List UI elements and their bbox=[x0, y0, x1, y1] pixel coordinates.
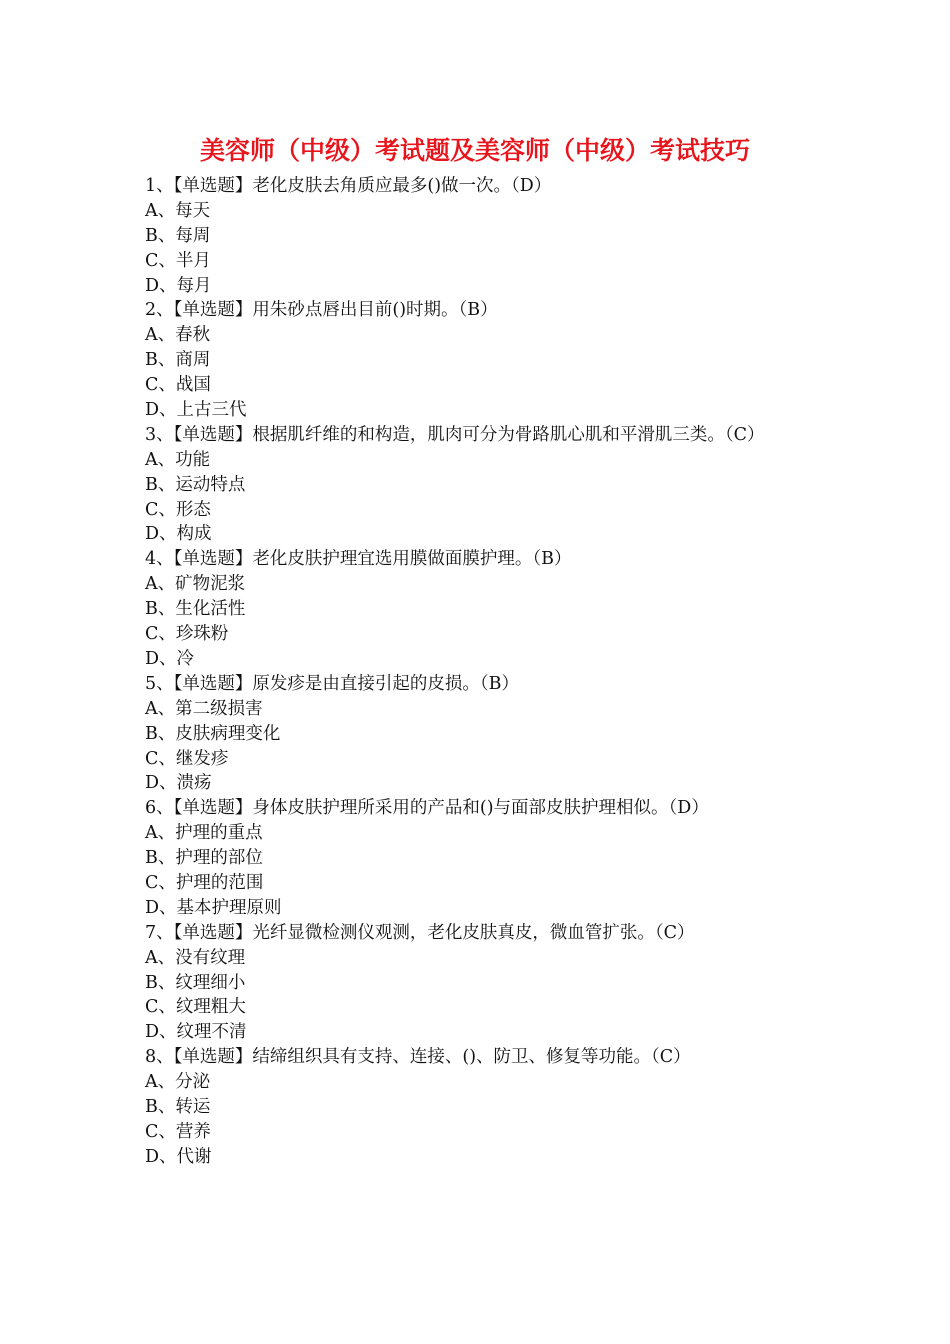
answer-option: D、代谢 bbox=[145, 1146, 212, 1167]
answer-option: C、营养 bbox=[145, 1121, 211, 1142]
answer-option: B、纹理细小 bbox=[145, 972, 246, 993]
question-stem: 1、【单选题】老化皮肤去角质应最多()做一次。（D） bbox=[145, 176, 552, 196]
question-stem: 4、【单选题】老化皮肤护理宜选用膜做面膜护理。（B） bbox=[145, 549, 572, 570]
answer-option: A、第二级损害 bbox=[145, 698, 263, 719]
answer-option: C、珍珠粉 bbox=[145, 624, 229, 645]
answer-option: B、生化活性 bbox=[145, 599, 246, 620]
answer-option: D、上古三代 bbox=[145, 400, 247, 421]
question-list bbox=[145, 174, 820, 1170]
answer-option: A、分泌 bbox=[145, 1072, 211, 1093]
question-block bbox=[145, 298, 820, 422]
answer-option: D、溃疡 bbox=[145, 773, 212, 794]
question-block bbox=[145, 547, 820, 671]
answer-option: D、纹理不清 bbox=[145, 1022, 247, 1043]
question-block bbox=[145, 796, 820, 920]
answer-option: B、商周 bbox=[145, 350, 211, 371]
answer-option: D、构成 bbox=[145, 524, 212, 545]
question-block bbox=[145, 423, 820, 547]
document-title: 美容师（中级）考试题及美容师（中级）考试技巧 bbox=[199, 136, 750, 165]
answer-option: C、继发疹 bbox=[145, 748, 229, 769]
answer-option: C、半月 bbox=[145, 250, 211, 271]
question-block bbox=[145, 672, 820, 796]
answer-option: B、皮肤病理变化 bbox=[145, 723, 281, 744]
answer-option: D、每月 bbox=[145, 275, 212, 296]
answer-option: A、春秋 bbox=[145, 325, 211, 346]
question-block bbox=[145, 174, 820, 298]
answer-option: C、形态 bbox=[145, 499, 211, 520]
question-stem: 6、【单选题】身体皮肤护理所采用的产品和()与面部皮肤护理相似。（D） bbox=[145, 798, 709, 819]
answer-option: A、没有纹理 bbox=[145, 947, 246, 968]
answer-option: B、每周 bbox=[145, 225, 211, 246]
answer-option: A、每天 bbox=[145, 200, 211, 221]
question-stem: 7、【单选题】光纤显微检测仪观测，老化皮肤真皮，微血管扩张。（C） bbox=[145, 922, 695, 943]
answer-option: A、护理的重点 bbox=[145, 823, 263, 844]
answer-option: D、冷 bbox=[145, 648, 195, 669]
answer-option: A、矿物泥浆 bbox=[145, 574, 246, 595]
question-stem: 3、【单选题】根据肌纤维的和构造，肌肉可分为骨路肌心肌和平滑肌三类。（C） bbox=[145, 424, 765, 445]
question-block bbox=[145, 1045, 820, 1169]
answer-option: B、转运 bbox=[145, 1096, 211, 1117]
answer-option: C、战国 bbox=[145, 375, 211, 396]
answer-option: C、纹理粗大 bbox=[145, 997, 246, 1018]
answer-option: D、基本护理原则 bbox=[145, 897, 282, 918]
question-stem: 5、【单选题】原发疹是由直接引起的皮损。（B） bbox=[145, 673, 519, 694]
question-block bbox=[145, 921, 820, 1045]
answer-option: C、护理的范围 bbox=[145, 872, 264, 893]
question-stem: 8、【单选题】结缔组织具有支持、连接、()、防卫、修复等功能。（C） bbox=[145, 1047, 691, 1068]
answer-option: B、运动特点 bbox=[145, 474, 246, 495]
question-stem: 2、【单选题】用朱砂点唇出目前()时期。（B） bbox=[145, 300, 498, 321]
answer-option: A、功能 bbox=[145, 449, 211, 470]
answer-option: B、护理的部位 bbox=[145, 848, 263, 869]
